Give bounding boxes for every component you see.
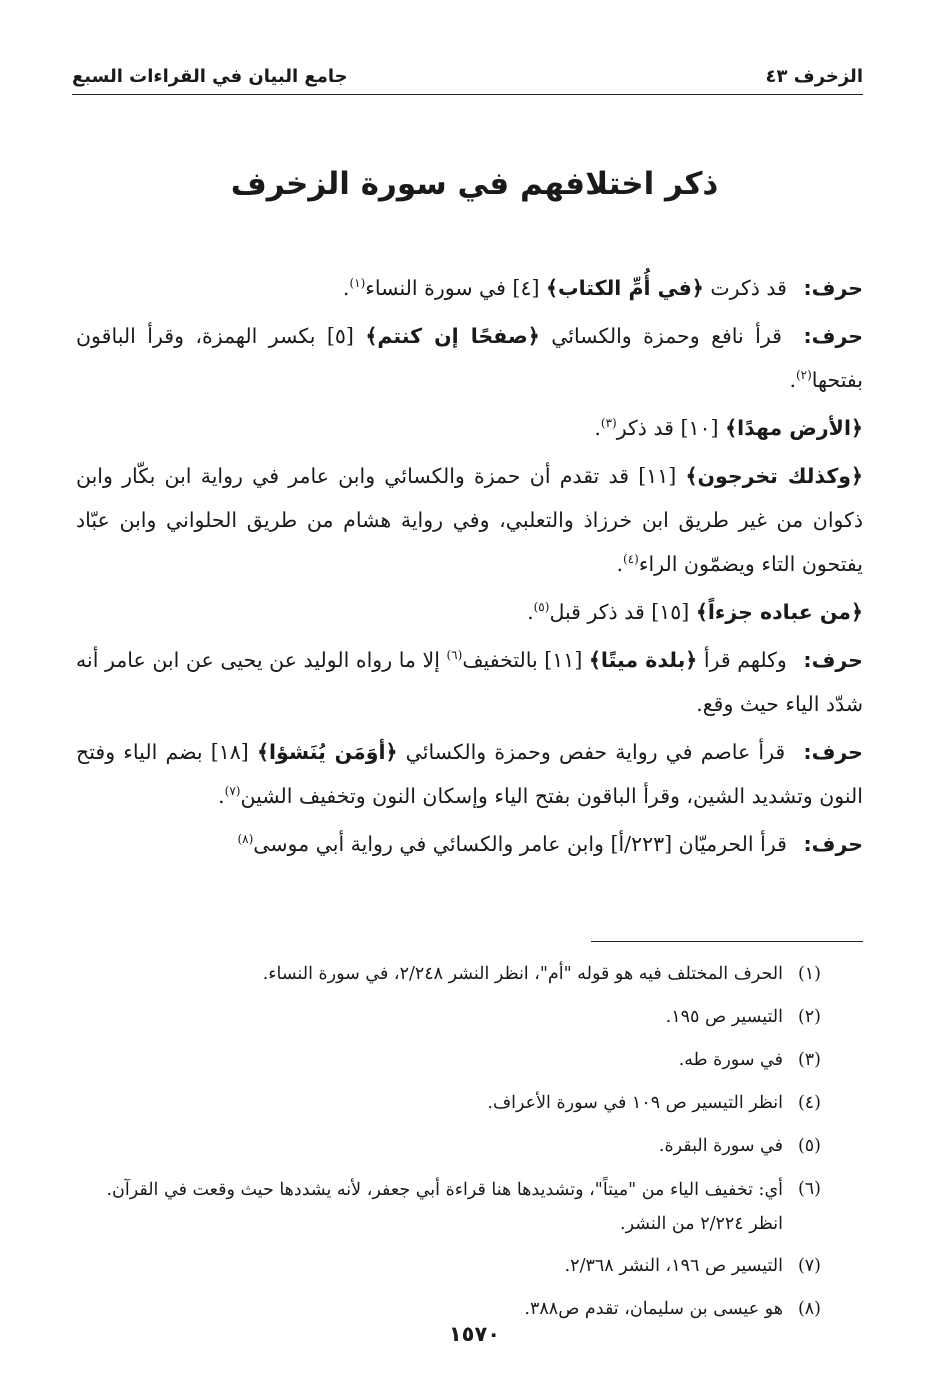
footnote-5: (٥) في سورة البقرة.	[658, 1136, 821, 1156]
paragraph-4: ﴿وكذلك تخرجون﴾ [١١] قد تقدم أن حمزة والكسائي وابن عامر في رواية ابن بكّار وابن ذكوان من غير طريق ابن خرزاذ والتعلبي، وفي رواية هشام من طريق الحلواني وابن عبّاد يفتحون التاء ويضمّون الراء$^{(٤)}$.	[76, 464, 863, 576]
main-text	[76, 266, 863, 870]
paragraph-5: ﴿من عباده جزءاً﴾ [١٥] قد ذكر قبل$^{(٥)}$.	[527, 600, 863, 624]
harf-label: حرف:	[803, 648, 863, 672]
page-number: ١٥٧٠	[448, 1322, 501, 1346]
footnote-ref: (٦)	[446, 648, 463, 663]
quran-quote: ﴿من عباده جزءاً﴾	[695, 600, 863, 624]
harf-label: حرف:	[803, 832, 863, 856]
paragraph-7: حرف: قرأ عاصم في رواية حفص وحمزة والكسائي ﴿أوَمَن يُنَشؤا﴾ [١٨] بضم الياء وفتح النون وتشديد الشين، وقرأ الباقون بفتح الياء وإسكان النون وتخفيف الشين$^{(٧)}$.	[76, 740, 863, 808]
quran-quote: ﴿وكذلك تخرجون﴾	[685, 464, 863, 488]
footnote-7: (٧) التيسير ص ١٩٦، النشر ٢/٣٦٨.	[564, 1256, 821, 1276]
footnote-3: (٣) في سورة طه.	[678, 1050, 821, 1070]
paragraph-6: حرف: وكلهم قرأ ﴿بلدة ميتًا﴾ [١١] بالتخفيف$^{(٦)}$ إلا ما رواه الوليد عن يحيى عن ابن عامر أنه شدّد الياء حيث وقع.	[76, 648, 863, 716]
footnote-1: (١) الحرف المختلف فيه هو قوله "أم"، انظر النشر ٢/٢٤٨، في سورة النساء.	[262, 964, 821, 984]
footnote-2: (٢) التيسير ص ١٩٥.	[665, 1007, 821, 1027]
footnote-ref: (٢)	[795, 368, 812, 383]
harf-label: حرف:	[803, 740, 863, 764]
quran-quote: ﴿صفحًا إن كنتم﴾	[365, 324, 540, 348]
header-surah: الزخرف ٤٣	[765, 65, 863, 87]
quran-quote: ﴿الأرض مهدًا﴾	[725, 416, 863, 440]
quran-quote: ﴿أوَمَن يُنَشؤا﴾	[256, 740, 398, 764]
paragraph-8: حرف: قرأ الحرميّان [٢٢٣/أ] وابن عامر والكسائي في رواية أبي موسى$^{(٨)}$	[237, 832, 863, 856]
footnote-ref: (٧)	[224, 784, 241, 799]
running-header	[72, 58, 863, 95]
paragraph-3: ﴿الأرض مهدًا﴾ [١٠] قد ذكر$^{(٣)}$.	[594, 416, 863, 440]
footnote-8: (٨) هو عيسى بن سليمان، تقدم ص٣٨٨.	[524, 1299, 821, 1319]
header-book-title: جامع البيان في القراءات السبع	[72, 65, 348, 87]
harf-label: حرف:	[803, 324, 863, 348]
footnote-separator	[591, 941, 863, 942]
footnotes	[76, 953, 821, 1331]
footnote-ref: (٥)	[533, 600, 550, 615]
quran-quote: ﴿في أُمِّ الكتاب﴾	[545, 276, 704, 300]
quran-quote: ﴿بلدة ميتًا﴾	[588, 648, 698, 672]
paragraph-2: حرف: قرأ نافع وحمزة والكسائي ﴿صفحًا إن كنتم﴾ [٥] بكسر الهمزة، وقرأ الباقون بفتحها$^{(٢)}$.	[76, 324, 863, 392]
harf-label: حرف:	[803, 276, 863, 300]
footnote-4: (٤) انظر التيسير ص ١٠٩ في سورة الأعراف.	[487, 1093, 821, 1113]
chapter-title: ذكر اختلافهم في سورة الزخرف	[230, 166, 719, 202]
footnote-ref: (٨)	[237, 832, 254, 847]
footnote-ref: (١)	[349, 276, 366, 291]
paragraph-1: حرف: قد ذكرت ﴿في أُمِّ الكتاب﴾ [٤] في سورة النساء$^{(١)}$.	[342, 276, 863, 300]
footnote-ref: (٤)	[623, 552, 639, 567]
footnote-6: (٦) أي: تخفيف الياء من "ميتاً"، وتشديدها هنا قراءة أبي جعفر، لأنه يشددها حيث وقعت في القرآن. انظر ٢/٢٢٤ من النشر.	[106, 1179, 821, 1234]
footnote-ref: (٣)	[600, 416, 617, 431]
